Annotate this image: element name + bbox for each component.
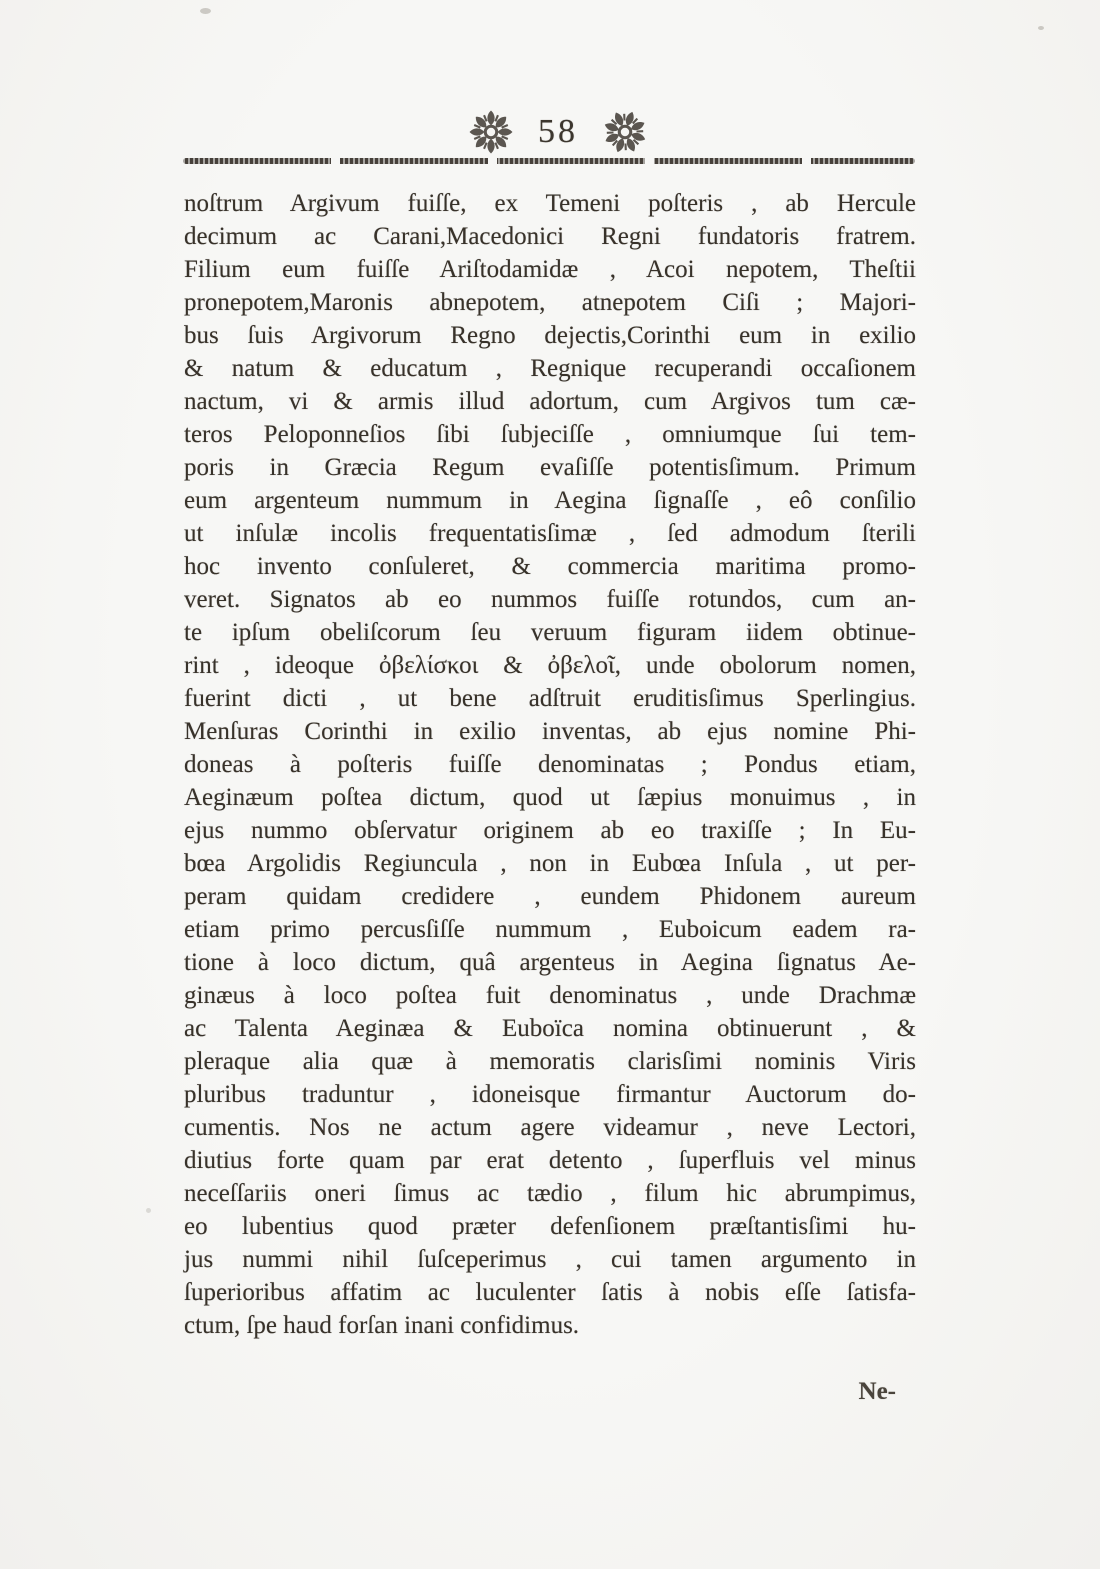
text-line: & natum & educatum , Regnique recuperandi occaſionem [184, 355, 916, 382]
text-line: pluribus traduntur , idoneisque firmantur Auctorum do- [184, 1081, 916, 1108]
text-line: nactum, vi & armis illud adortum, cum Argivos tum cæ- [184, 388, 916, 415]
text-line: te ipſum obeliſcorum ſeu veruum figuram iidem obtinue- [184, 619, 916, 646]
text-line: eo lubentius quod præter defenſionem præſtantisſimi hu- [184, 1213, 916, 1240]
text-line: veret. Signatos ab eo nummos fuiſſe rotundos, cum an- [184, 586, 916, 613]
catchword: Ne- [858, 1378, 896, 1405]
text-line: pleraque alia quæ à memoratis clarisſimi nominis Viris [184, 1048, 916, 1075]
body-text [184, 187, 916, 1342]
text-line: ut inſulæ incolis frequentatisſimæ , ſed admodum ſterili [184, 520, 916, 547]
text-line: ac Talenta Aeginæa & Euboïca nomina obtinuerunt , & [184, 1015, 916, 1042]
text-line: noſtrum Argivum fuiſſe, ex Temeni poſteris , ab Hercule [184, 190, 916, 217]
text-line: bœa Argolidis Regiuncula , non in Eubœa Inſula , ut per- [184, 850, 916, 877]
fleuron-right-icon [602, 109, 648, 155]
text-line: teros Peloponneſios ſibi ſubjeciſſe , omniumque ſui tem- [184, 421, 916, 448]
text-line: bus ſuis Argivorum Regno dejectis,Corinthi eum in exilio [184, 322, 916, 349]
text-line: diutius forte quam par erat detento , ſuperfluis vel minus [184, 1147, 916, 1174]
text-line: neceſſariis oneri ſimus ac tædio , filum hic abrumpimus, [184, 1180, 916, 1207]
text-line: ſuperioribus affatim ac luculenter ſatis à nobis eſſe ſatisfa- [184, 1279, 916, 1306]
text-line: decimum ac Carani,Macedonici Regni fundatoris fratrem. [184, 223, 916, 250]
text-line: jus nummi nihil ſuſceperimus , cui tamen argumento in [184, 1246, 916, 1273]
text-line: poris in Græcia Regum evaſiſſe potentisſimum. Primum [184, 454, 916, 481]
paper-speck [200, 8, 211, 14]
text-line: hoc invento conſuleret, & commercia maritima promo- [184, 553, 916, 580]
text-line: ctum, ſpe haud forſan inani confidimus. [184, 1312, 580, 1339]
fleuron-left-icon [468, 109, 514, 155]
paper-speck [1038, 26, 1044, 30]
text-line: Filium eum fuiſſe Ariſtodamidæ , Acoi nepotem, Theſtii [184, 256, 916, 283]
page-number: 58 [538, 113, 578, 150]
text-line: tione à loco dictum, quâ argenteus in Aegina ſignatus Ae- [184, 949, 916, 976]
text-line: cumentis. Nos ne actum agere videamur , neve Lectori, [184, 1114, 916, 1141]
text-line: peram quidam credidere , eundem Phidonem aureum [184, 883, 916, 910]
text-line: fuerint dicti , ut bene adſtruit eruditisſimus Sperlingius. [184, 685, 916, 712]
text-line: ejus nummo obſervatur originem ab eo traxiſſe ; In Eu- [184, 817, 916, 844]
text-line: pronepotem,Maronis abnepotem, atnepotem Ciſi ; Majori- [184, 289, 916, 316]
text-line: Aeginæum poſtea dictum, quod ut ſæpius monuimus , in [184, 784, 916, 811]
text-line: rint , ideoque ὀβελίσκοι & ὀβελοῖ, unde obolorum nomen, [184, 652, 916, 679]
text-line: eum argenteum nummum in Aegina ſignaſſe , eô conſilio [184, 487, 916, 514]
header-rule [183, 158, 915, 164]
paper-speck [146, 1208, 151, 1213]
page-header [192, 104, 924, 160]
text-line: etiam primo percusſiſſe nummum , Euboicum eadem ra- [184, 916, 916, 943]
text-line: Menſuras Corinthi in exilio inventas, ab ejus nomine Phi- [184, 718, 916, 745]
text-line: doneas à poſteris fuiſſe denominatas ; Pondus etiam, [184, 751, 916, 778]
text-line: ginæus à loco poſtea fuit denominatus , unde Drachmæ [184, 982, 916, 1009]
